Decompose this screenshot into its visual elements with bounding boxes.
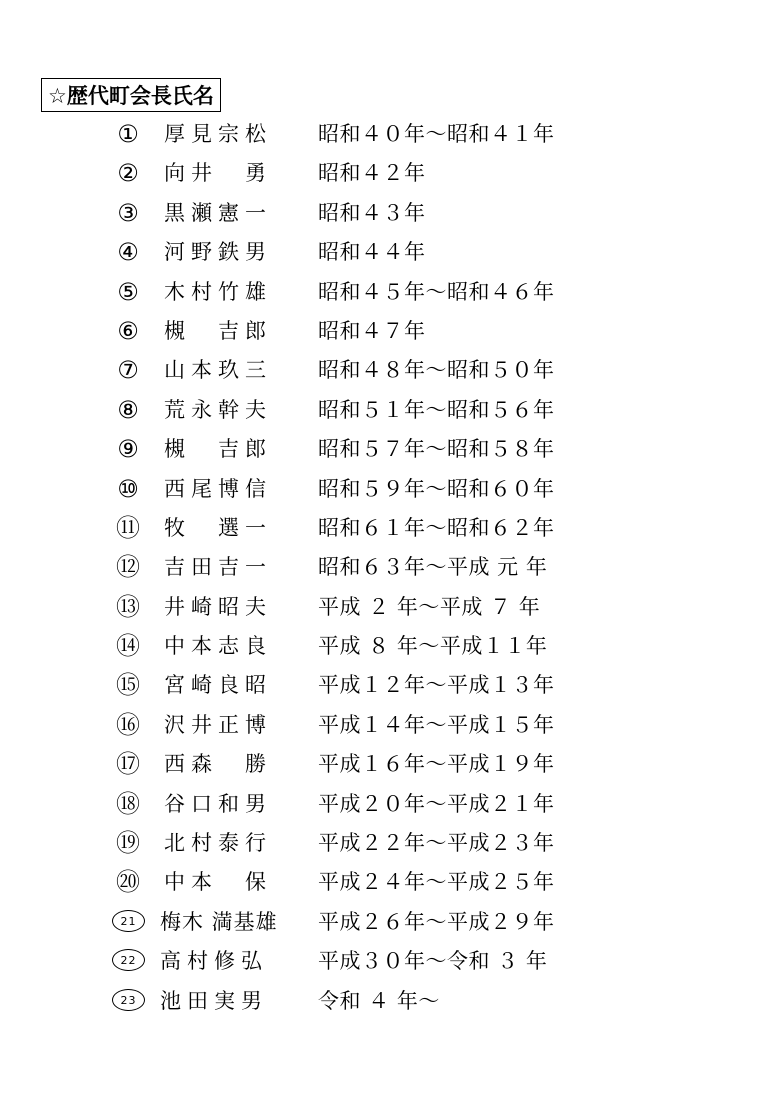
chair-name: 高村修弘 (160, 949, 268, 974)
term-period: 令和 ４ 年～ (318, 988, 440, 1013)
item-number: ⑥ (117, 316, 139, 345)
term-period: 平成１６年～平成１９年 (318, 752, 555, 777)
item-number: ⑭ (116, 632, 140, 661)
chair-name: 北村泰行 (164, 831, 272, 856)
term-period: 昭和４３年 (318, 200, 426, 225)
list-item (0, 192, 776, 231)
list-item (0, 310, 776, 349)
item-number: ④ (117, 238, 139, 267)
item-number: ⑤ (117, 277, 139, 306)
term-period: 昭和５９年～昭和６０年 (318, 476, 555, 501)
item-number: ⑨ (117, 435, 139, 464)
item-number: ⑫ (116, 553, 140, 582)
item-number: ⑱ (116, 789, 140, 818)
list-item (0, 428, 776, 467)
list-item (0, 625, 776, 664)
item-number: 22 (112, 949, 145, 971)
term-period: 昭和４２年 (318, 161, 426, 186)
chair-name: 池田実男 (160, 988, 268, 1013)
list-item (0, 586, 776, 625)
term-period: 平成２２年～平成２３年 (318, 831, 555, 856)
term-period: 平成２４年～平成２５年 (318, 870, 555, 895)
list-item (0, 664, 776, 703)
list-item (0, 231, 776, 270)
chair-name: 荒永幹夫 (164, 397, 272, 422)
page-title: ☆歴代町会長氏名 (41, 78, 221, 112)
list-item (0, 468, 776, 507)
list-item (0, 546, 776, 585)
term-period: 平成 ８ 年～平成１１年 (318, 634, 548, 659)
term-period: 昭和５１年～昭和５６年 (318, 397, 555, 422)
list-item (0, 822, 776, 861)
list-item (0, 389, 776, 428)
list-item (0, 861, 776, 900)
list-item (0, 783, 776, 822)
chair-list (0, 113, 776, 1019)
term-period: 昭和５７年～昭和５８年 (318, 437, 555, 462)
chair-name: 宮崎良昭 (164, 673, 272, 698)
chair-name: 槻 吉郎 (164, 437, 272, 462)
term-period: 平成１４年～平成１５年 (318, 712, 555, 737)
item-number: ⑩ (117, 474, 139, 503)
chair-name: 中本志良 (164, 634, 272, 659)
chair-name: 吉田吉一 (164, 555, 272, 580)
item-number: ⑬ (116, 592, 140, 621)
list-item (0, 507, 776, 546)
chair-name: 井崎昭夫 (164, 594, 272, 619)
term-period: 平成 ２ 年～平成 ７ 年 (318, 594, 541, 619)
item-number: ⑯ (116, 710, 140, 739)
chair-name: 西森 勝 (164, 752, 272, 777)
item-number: ⑧ (117, 395, 139, 424)
list-item (0, 704, 776, 743)
chair-name: 牧 選一 (164, 515, 272, 540)
term-period: 昭和６１年～昭和６２年 (318, 515, 555, 540)
item-number: ⑮ (116, 671, 140, 700)
list-item (0, 113, 776, 152)
item-number: ⑲ (116, 829, 140, 858)
chair-name: 木村竹雄 (164, 279, 272, 304)
term-period: 昭和４４年 (318, 240, 426, 265)
term-period: 平成３０年～令和 ３ 年 (318, 949, 548, 974)
term-period: 昭和４７年 (318, 318, 426, 343)
list-item (0, 940, 776, 979)
chair-name: 槻 吉郎 (164, 318, 272, 343)
item-number: ⑰ (116, 750, 140, 779)
term-period: 昭和４５年～昭和４６年 (318, 279, 555, 304)
term-period: 昭和６３年～平成 元 年 (318, 555, 548, 580)
chair-name: 河野鉄男 (164, 240, 272, 265)
chair-name: 黒瀬憲一 (164, 200, 272, 225)
term-period: 平成２０年～平成２１年 (318, 791, 555, 816)
item-number: 23 (112, 989, 145, 1011)
item-number: ③ (117, 198, 139, 227)
list-item (0, 901, 776, 940)
list-item (0, 349, 776, 388)
chair-name: 向井 勇 (164, 161, 272, 186)
term-period: 昭和４８年～昭和５０年 (318, 358, 555, 383)
item-number: ⑪ (116, 513, 140, 542)
item-number: ⑳ (116, 868, 140, 897)
chair-name: 中本 保 (164, 870, 272, 895)
chair-name: 沢井正博 (164, 712, 272, 737)
chair-name: 西尾博信 (164, 476, 272, 501)
item-number: ① (117, 120, 139, 148)
term-period: 平成２６年～平成２９年 (318, 909, 555, 934)
item-number: 21 (112, 910, 145, 932)
term-period: 平成１２年～平成１３年 (318, 673, 555, 698)
chair-name: 山本玖三 (164, 358, 272, 383)
term-period: 昭和４０年～昭和４１年 (318, 122, 555, 146)
list-item (0, 980, 776, 1019)
list-item (0, 743, 776, 782)
chair-name: 谷口和男 (164, 791, 272, 816)
chair-name: 厚見宗松 (164, 122, 272, 146)
list-item (0, 152, 776, 191)
list-item (0, 271, 776, 310)
item-number: ② (117, 159, 139, 188)
chair-name: 梅木 満基雄 (160, 909, 278, 934)
item-number: ⑦ (117, 356, 139, 385)
